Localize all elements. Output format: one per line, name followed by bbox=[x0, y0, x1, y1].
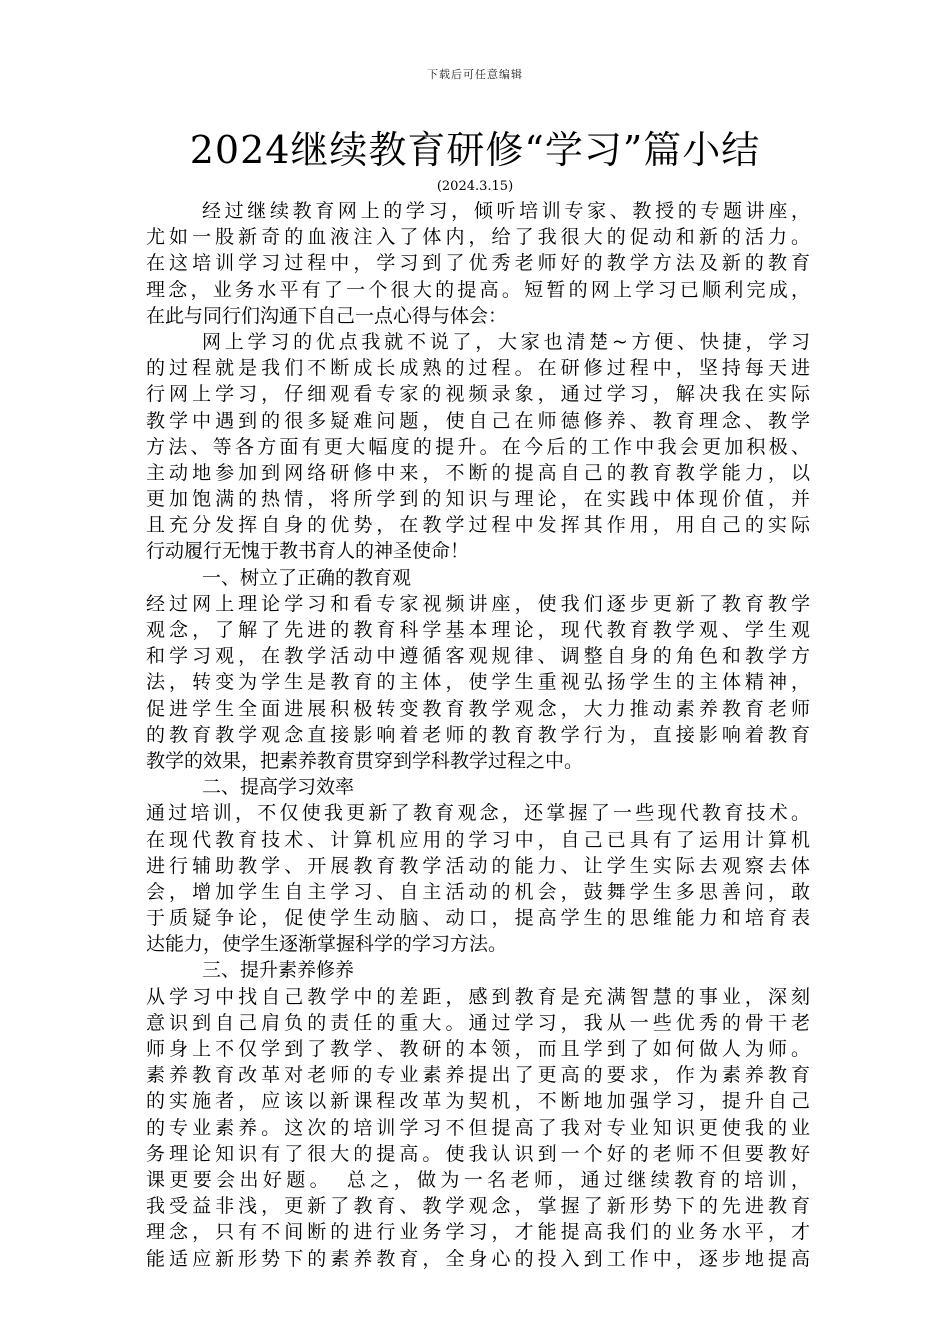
paragraph-line: 的教育教学观念直接影响着老师的教育教学行为，直接影响着教育 bbox=[146, 723, 810, 746]
paragraph-line: 网上学习的优点我就不说了，大家也清楚~方便、快捷，学习 bbox=[202, 330, 810, 353]
paragraph-line: 我受益非浅，更新了教育、教学观念，掌握了新形势下的先进教育 bbox=[146, 1195, 810, 1218]
body-text bbox=[146, 198, 810, 1272]
paragraph-line: 促进学生全面进展积极转变教育教学观念，大力推动素养教育老师 bbox=[146, 697, 810, 720]
paragraph-line: 和学习观，在教学活动中遵循客观规律、调整自身的角色和教学方 bbox=[146, 645, 810, 668]
paragraph-line: 会，增加学生自主学习、自主活动的机会，鼓舞学生多思善问，敢 bbox=[146, 880, 810, 903]
paragraph-line: 的过程就是我们不断成长成熟的过程。在研修过程中，坚持每天进 bbox=[146, 357, 810, 380]
paragraph-line: 法，转变为学生是教育的主体，使学生重视弘扬学生的主体精神， bbox=[146, 671, 810, 694]
paragraph-line: 通过培训，不仅使我更新了教育观念，还掌握了一些现代教育技术。 bbox=[146, 802, 810, 825]
paragraph-line: 的专业素养。这次的培训学习不但提高了我对专业知识更使我的业 bbox=[146, 1116, 810, 1139]
paragraph-line: 的实施者，应该以新课程改革为契机，不断地加强学习，提升自己 bbox=[146, 1090, 810, 1113]
paragraph-line: 务理论知识有了很大的提高。使我认识到一个好的老师不但要教好 bbox=[146, 1142, 810, 1165]
paragraph-line: 课更要会出好题。 总之，做为一名老师，通过继续教育的培训， bbox=[146, 1168, 810, 1191]
paragraph-line: 行网上学习，仔细观看专家的视频录象，通过学习，解决我在实际 bbox=[146, 383, 810, 406]
section-heading: 三、提升素养修养 bbox=[202, 959, 355, 982]
section-heading: 一、树立了正确的教育观 bbox=[202, 566, 412, 589]
paragraph-line: 教学的效果，把素养教育贯穿到学科教学过程之中。 bbox=[146, 749, 584, 772]
paragraph-line: 观念，了解了先进的教育科学基本理论，现代教育教学观、学生观 bbox=[146, 619, 810, 641]
section-heading: 二、提高学习效率 bbox=[202, 776, 355, 799]
paragraph-line: 于质疑争论，促使学生动脑、动口，提高学生的思维能力和培育表 bbox=[146, 907, 810, 930]
paragraph-line: 在此与同行们沟通下自己一点心得与体会： bbox=[146, 304, 508, 327]
paragraph-line: 更加饱满的热情，将所学到的知识与理论，在实践中体现价值，并 bbox=[146, 488, 810, 511]
paragraph-line: 理念，业务水平有了一个很大的提高。短暂的网上学习已顺利完成， bbox=[146, 278, 810, 301]
paragraph-line: 达能力，使学生逐渐掌握科学的学习方法。 bbox=[146, 933, 508, 956]
paragraph-line: 且充分发挥自身的优势，在教学过程中发挥其作用，用自己的实际 bbox=[146, 514, 810, 537]
paragraph-line: 意识到自己肩负的责任的重大。通过学习，我从一些优秀的骨干老 bbox=[146, 1011, 810, 1034]
header-note: 下载后可任意编辑 bbox=[427, 68, 523, 81]
paragraph-line: 教学中遇到的很多疑难问题，使自己在师德修养、教育理念、教学 bbox=[146, 409, 810, 432]
paragraph-line: 理念，只有不间断的进行业务学习，才能提高我们的业务水平，才 bbox=[146, 1221, 810, 1244]
paragraph-line: 在现代教育技术、计算机应用的学习中，自己已具有了运用计算机 bbox=[146, 828, 810, 851]
document-title: 2024继续教育研修“学习”篇小结 bbox=[189, 128, 761, 172]
paragraph-line: 进行辅助教学、开展教育教学活动的能力、让学生实际去观察去体 bbox=[146, 854, 810, 877]
paragraph-line: 师身上不仅学到了教学、教研的本领，而且学到了如何做人为师。 bbox=[146, 1038, 810, 1060]
paragraph-line: 方法、等各方面有更大幅度的提升。在今后的工作中我会更加积极、 bbox=[146, 435, 810, 458]
paragraph-line: 经过继续教育网上的学习，倾听培训专家、教授的专题讲座， bbox=[202, 200, 810, 222]
paragraph-line: 从学习中找自己教学中的差距，感到教育是充满智慧的事业，深刻 bbox=[146, 985, 810, 1008]
paragraph-line: 行动履行无愧于教书育人的神圣使命！ bbox=[146, 540, 470, 563]
paragraph-line: 能适应新形势下的素养教育，全身心的投入到工作中，逐步地提高 bbox=[146, 1247, 810, 1270]
paragraph-line: 经过网上理论学习和看专家视频讲座，使我们逐步更新了教育教学 bbox=[146, 592, 810, 615]
paragraph-line: 尤如一股新奇的血液注入了体内，给了我很大的促动和新的活力。 bbox=[146, 226, 810, 249]
paragraph-line: 主动地参加到网络研修中来，不断的提高自己的教育教学能力，以 bbox=[146, 461, 810, 484]
paragraph-line: 在这培训学习过程中，学习到了优秀老师好的教学方法及新的教育 bbox=[146, 252, 810, 275]
document-date: (2024.3.15) bbox=[436, 179, 514, 194]
paragraph-line: 素养教育改革对老师的专业素养提出了更高的要求，作为素养教育 bbox=[146, 1064, 810, 1087]
